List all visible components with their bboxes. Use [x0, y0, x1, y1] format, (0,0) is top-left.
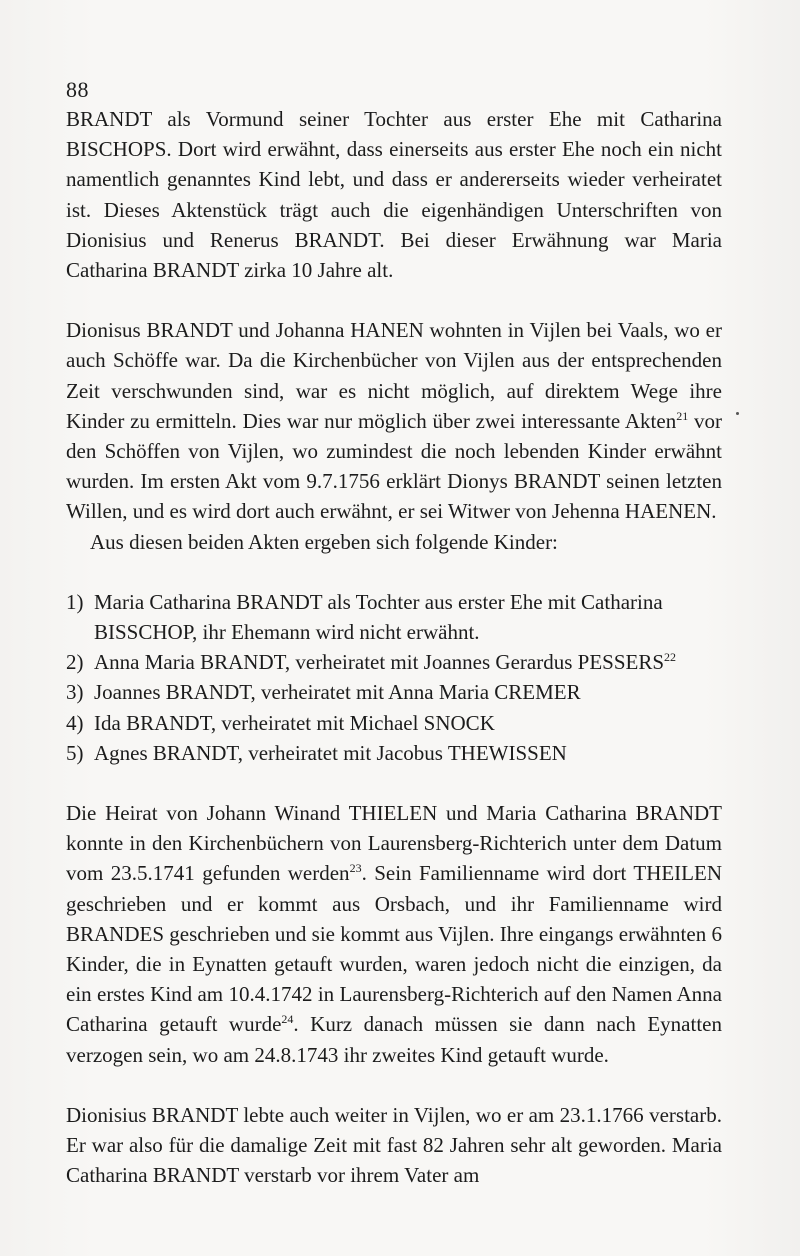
paragraph-5: Dionisius BRANDT lebte auch weiter in Vijlen, wo er am 23.1.1766 verstarb. Er war also für die damalige Zeit mit fast 82 Jahren sehr alt geworden. Maria Catharina BRANDT verstarb vor ihrem Vater am — [66, 1102, 722, 1188]
body-text — [66, 104, 722, 1191]
footnote-ref-24: 24 — [281, 1012, 294, 1027]
children-list — [66, 587, 722, 768]
paragraph-4-part-b: . Sein Familienname wird dort THEILEN geschrieben und er kommt aus Orsbach, und ihr Familienname wird BRANDES geschrieben und sie kommt aus Vijlen. Ihre eingangs erwähnten 6 Kinder, die in Eynatten getauft wurden, waren jedoch nicht die einzigen, da ein erstes Kind am 10.4.1742 in Laurensberg-Richterich auf den Namen Anna Catharina getauft wurde — [66, 861, 722, 1037]
list-item-number: 2) — [66, 650, 84, 675]
paragraph-4 — [66, 798, 722, 1070]
list-item-text: Joannes BRANDT, verheiratet mit Anna Maria CREMER — [94, 680, 581, 705]
footnote-ref-22: 22 — [664, 650, 677, 665]
paragraph-2-part-a: Dionisus BRANDT und Johanna HANEN wohnten in Vijlen bei Vaals, wo er auch Schöffe war. Da die Kirchenbücher von Vijlen aus der entsprechenden Zeit verschwunden sind, war es nicht möglich, auf direktem Wege ihre Kinder zu ermitteln. Dies war nur möglich über zwei interessante Akten — [66, 318, 722, 433]
list-item-text: Anna Maria BRANDT, verheiratet mit Joannes Gerardus PESSERS — [94, 650, 665, 675]
list-item — [66, 708, 722, 738]
paragraph-4-part-c: . Kurz danach müssen sie dann nach Eynatten verzogen sein, wo am 24.8.1743 ihr zweites Kind getauft wurde. — [66, 1012, 722, 1067]
list-item — [66, 738, 722, 768]
page-number: 88 — [66, 77, 89, 102]
list-item-number: 4) — [66, 710, 84, 735]
list-item-number: 3) — [66, 680, 84, 705]
print-speck — [736, 412, 739, 415]
list-item — [66, 647, 722, 677]
list-item-text: Agnes BRANDT, verheiratet mit Jacobus THEWISSEN — [94, 740, 567, 765]
paragraph-1: BRANDT als Vormund seiner Tochter aus erster Ehe mit Catharina BISCHOPS. Dort wird erwähnt, dass einerseits aus erster Ehe noch ein nicht namentlich genanntes Kind lebt, und dass er andererseits wieder verheiratet ist. Dieses Aktenstück trägt auch die eigenhändigen Unterschriften von Dionisius und Renerus BRANDT. Bei dieser Erwähnung war Maria Catharina BRANDT zirka 10 Jahre alt. — [66, 107, 722, 283]
paragraph-2 — [66, 315, 722, 526]
list-item-text: Ida BRANDT, verheiratet mit Michael SNOCK — [94, 710, 495, 735]
list-item-text: Maria Catharina BRANDT als Tochter aus erster Ehe mit Catharina BISSCHOP, ihr Ehemann wird nicht erwähnt. — [94, 589, 663, 645]
paragraph-3: Aus diesen beiden Akten ergeben sich folgende Kinder: — [90, 529, 558, 554]
list-item — [66, 677, 722, 707]
footnote-ref-21: 21 — [676, 408, 689, 423]
list-item-number: 5) — [66, 740, 84, 765]
paragraph-4-part-a: Die Heirat von Johann Winand THIELEN und Maria Catharina BRANDT konnte in den Kirchenbüchern von Laurensberg-Richterich unter dem Datum vom 23.5.1741 gefunden werden — [66, 801, 722, 886]
list-item — [66, 587, 722, 647]
footnote-ref-23: 23 — [349, 861, 362, 876]
list-item-number: 1) — [66, 589, 84, 614]
paragraph-2-part-b: vor den Schöffen von Vijlen, wo zumindest die noch lebenden Kinder erwähnt wurden. Im ersten Akt vom 9.7.1756 erklärt Dionys BRANDT seinen letzten Willen, und es wird dort auch erwähnt, er sei Witwer von Jehenna HAENEN. — [66, 408, 722, 524]
list-item-text-wrap — [94, 647, 722, 677]
